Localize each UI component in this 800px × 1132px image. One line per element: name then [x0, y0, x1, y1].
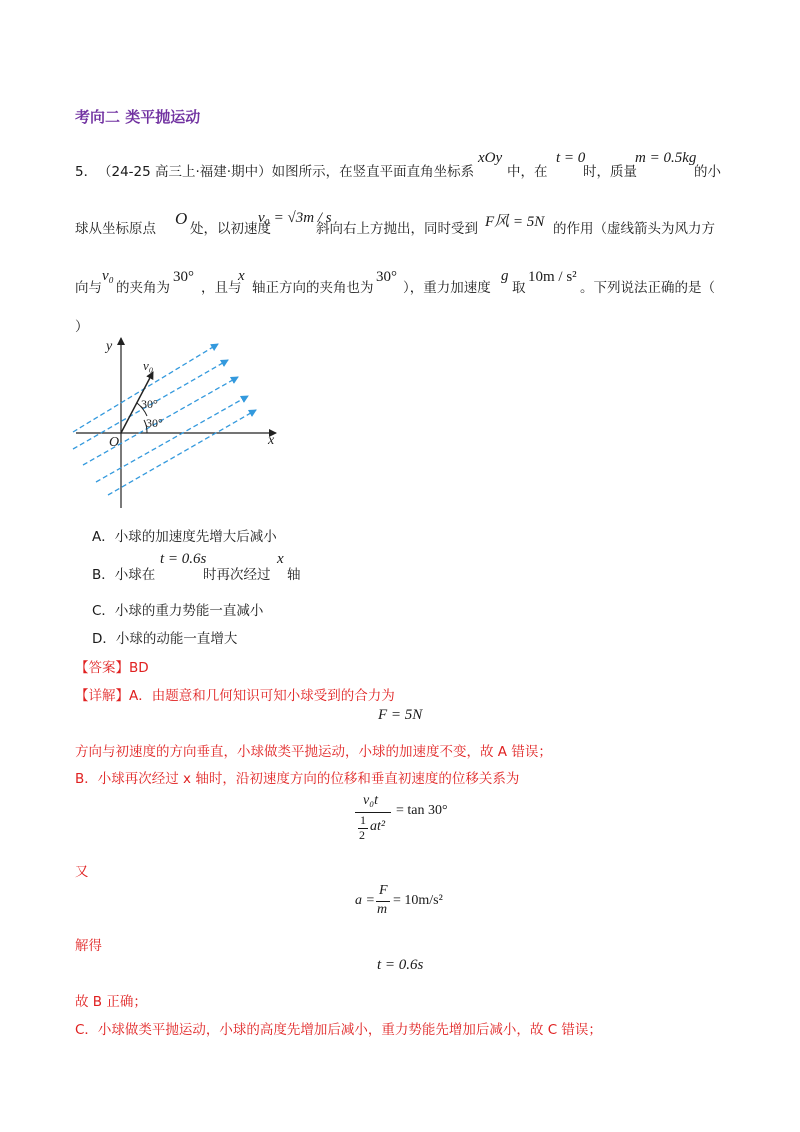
analysis-intro: 【详解】A．由题意和几何知识可知小球受到的合力为	[75, 688, 395, 704]
wind-arrow	[108, 410, 256, 495]
angle-value: 30°	[376, 269, 397, 285]
angle-label-top: 30°	[141, 397, 158, 411]
question-text: 时，质量	[583, 164, 637, 180]
eq-a-lhs: a =	[355, 893, 375, 908]
time-zero: t = 0	[556, 150, 586, 166]
origin-label: O	[109, 435, 120, 450]
eq-numerator: v₀t	[363, 793, 378, 808]
answer: 【答案】BD	[75, 660, 149, 676]
question-text: ），重力加速度	[403, 280, 491, 296]
g-symbol: g	[501, 268, 509, 284]
g-value: 10m / s²	[528, 269, 577, 285]
option-b-text: 轴	[287, 567, 301, 583]
eq-a-num: F	[379, 883, 388, 898]
option-b-text: 时再次经过	[203, 567, 271, 583]
eq-half-num: 1	[360, 813, 366, 827]
question-text: 的夹角为	[116, 280, 170, 296]
v0-label: v₀	[143, 358, 154, 373]
wind-arrows	[73, 344, 256, 495]
analysis-b: B．小球再次经过 x 轴时，沿初速度方向的位移和垂直初速度的位移关系为	[75, 771, 520, 787]
option-d: D．小球的动能一直增大	[92, 631, 238, 647]
origin-symbol: O	[175, 209, 188, 228]
question-text: 的小	[694, 164, 721, 180]
initial-velocity: v₀ = √3m / s	[258, 210, 332, 226]
eq-half-den: 2	[359, 828, 365, 842]
equation-ratio	[355, 793, 475, 853]
angle-label-bottom: 30°	[146, 416, 163, 430]
question-text: ）	[75, 319, 89, 335]
equation-force: F = 5N	[378, 707, 423, 723]
option-b-x: x	[277, 551, 284, 567]
question-text: 。下列说法正确的是（	[580, 280, 715, 296]
mass-value: m = 0.5kg	[635, 150, 697, 166]
question-text: 中，在	[507, 164, 548, 180]
analysis-c: C．小球做类平抛运动，小球的高度先增加后减小，重力势能先增加后减小，故 C 错误；	[75, 1022, 602, 1038]
y-axis-label: y	[106, 339, 113, 354]
question-text: 向与	[75, 280, 102, 296]
question-text: 处，以初速度	[190, 221, 271, 237]
eq-denominator: at²	[370, 819, 386, 834]
option-b-time: t = 0.6s	[160, 551, 207, 567]
equation-time: t = 0.6s	[377, 957, 424, 973]
eq-a-den: m	[377, 902, 388, 917]
physics-diagram	[68, 332, 288, 514]
wind-force: F风 = 5N	[485, 214, 545, 230]
question-source: （24-25 高三上·福建·期中）如图所示，在竖直平面直角坐标系	[98, 164, 475, 180]
question-text: 的作用（虚线箭头为风力方	[553, 221, 715, 237]
question-text: 斜向右上方抛出，同时受到	[316, 221, 478, 237]
x-axis-label: x	[268, 433, 275, 448]
v0-symbol: v₀	[102, 268, 114, 284]
option-a: A．小球的加速度先增大后减小	[92, 529, 277, 545]
analysis-jiede: 解得	[75, 938, 102, 954]
option-c: C．小球的重力势能一直减小	[92, 603, 264, 619]
equation-acceleration	[355, 883, 475, 923]
analysis-you: 又	[75, 864, 89, 880]
x-symbol: x	[238, 268, 245, 284]
question-text: ，且与	[201, 280, 242, 296]
coord-system: xOy	[478, 150, 503, 166]
question-text: 轴正方向的夹角也为	[252, 280, 374, 296]
option-b-text: B．小球在	[92, 567, 156, 583]
analysis-a: 方向与初速度的方向垂直，小球做类平抛运动，小球的加速度不变，故 A 错误；	[75, 744, 552, 760]
analysis-b-conclusion: 故 B 正确；	[75, 994, 147, 1010]
question-text: 球从坐标原点	[75, 221, 156, 237]
question-number: 5．	[75, 164, 98, 180]
question-text: 取	[512, 280, 526, 296]
eq-rhs: = tan 30°	[396, 803, 448, 818]
angle-value: 30°	[173, 269, 194, 285]
eq-a-rhs: = 10m/s²	[393, 893, 443, 908]
section-title: 考向二 类平抛运动	[75, 108, 201, 126]
